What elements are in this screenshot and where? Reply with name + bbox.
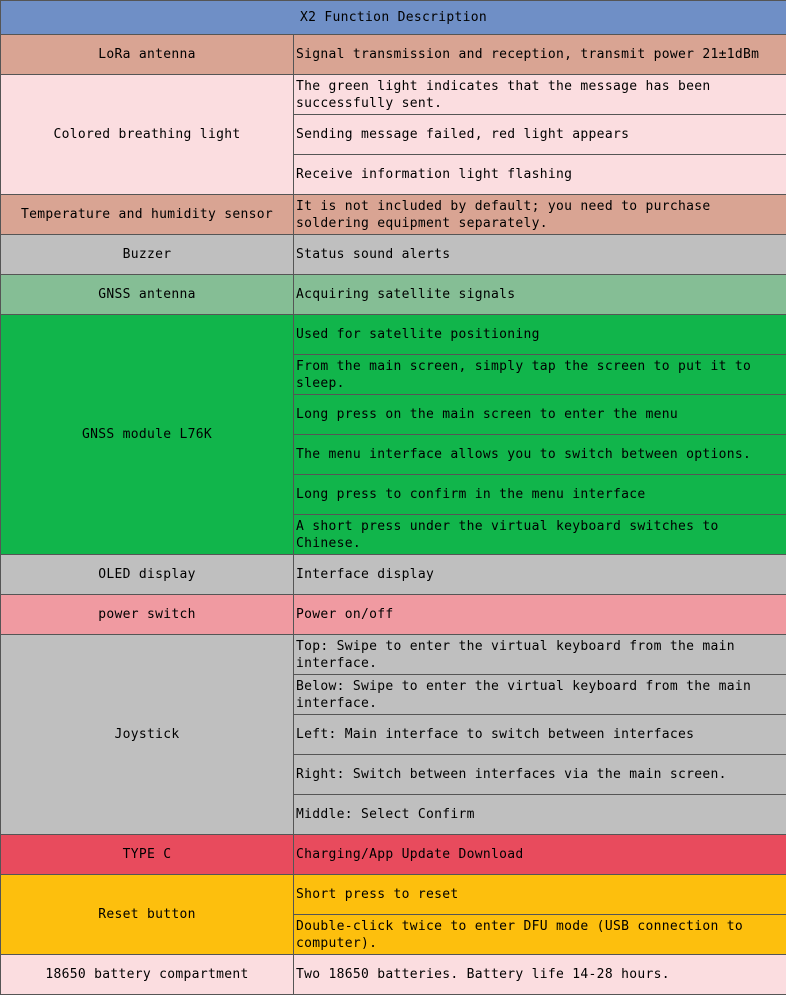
component-description: Power on/off — [294, 595, 786, 635]
component-description: Long press to confirm in the menu interface — [294, 475, 786, 515]
table-row — [1, 235, 786, 275]
component-description: It is not included by default; you need to purchase soldering equipment separately. — [294, 195, 786, 235]
component-description: Sending message failed, red light appears — [294, 115, 786, 155]
component-name: Temperature and humidity sensor — [1, 195, 294, 235]
component-description: Short press to reset — [294, 875, 786, 915]
component-description: From the main screen, simply tap the screen to put it to sleep. — [294, 355, 786, 395]
component-name: 18650 battery compartment — [1, 955, 294, 995]
component-description: Middle: Select Confirm — [294, 795, 786, 835]
component-description: The green light indicates that the message has been successfully sent. — [294, 75, 786, 115]
table-row — [1, 275, 786, 315]
component-description: Interface display — [294, 555, 786, 595]
component-description: Double-click twice to enter DFU mode (USB connection to computer). — [294, 915, 786, 955]
component-description: Left: Main interface to switch between interfaces — [294, 715, 786, 755]
table-row — [1, 35, 786, 75]
component-description: Status sound alerts — [294, 235, 786, 275]
component-description: Right: Switch between interfaces via the main screen. — [294, 755, 786, 795]
component-description: Charging/App Update Download — [294, 835, 786, 875]
table-title: X2 Function Description — [1, 1, 786, 35]
table-row — [1, 835, 786, 875]
table-row — [1, 955, 786, 995]
component-name: GNSS antenna — [1, 275, 294, 315]
component-description: Used for satellite positioning — [294, 315, 786, 355]
component-description: Below: Swipe to enter the virtual keyboard from the main interface. — [294, 675, 786, 715]
component-description: The menu interface allows you to switch between options. — [294, 435, 786, 475]
table-row — [1, 875, 786, 915]
table-row — [1, 195, 786, 235]
component-description: Signal transmission and reception, transmit power 21±1dBm — [294, 35, 786, 75]
component-name: Joystick — [1, 635, 294, 835]
component-name: power switch — [1, 595, 294, 635]
component-description: Two 18650 batteries. Battery life 14-28 hours. — [294, 955, 786, 995]
table-row — [1, 635, 786, 675]
component-description: Long press on the main screen to enter the menu — [294, 395, 786, 435]
component-name: LoRa antenna — [1, 35, 294, 75]
component-name: Reset button — [1, 875, 294, 955]
component-name: GNSS module L76K — [1, 315, 294, 555]
component-description: Acquiring satellite signals — [294, 275, 786, 315]
component-name: OLED display — [1, 555, 294, 595]
component-name: Colored breathing light — [1, 75, 294, 195]
component-name: Buzzer — [1, 235, 294, 275]
title-row — [1, 1, 786, 35]
component-description: Top: Swipe to enter the virtual keyboard from the main interface. — [294, 635, 786, 675]
table-row — [1, 75, 786, 115]
component-description: A short press under the virtual keyboard switches to Chinese. — [294, 515, 786, 555]
table-row — [1, 555, 786, 595]
table-row — [1, 595, 786, 635]
component-description: Receive information light flashing — [294, 155, 786, 195]
component-name: TYPE C — [1, 835, 294, 875]
table-row — [1, 315, 786, 355]
